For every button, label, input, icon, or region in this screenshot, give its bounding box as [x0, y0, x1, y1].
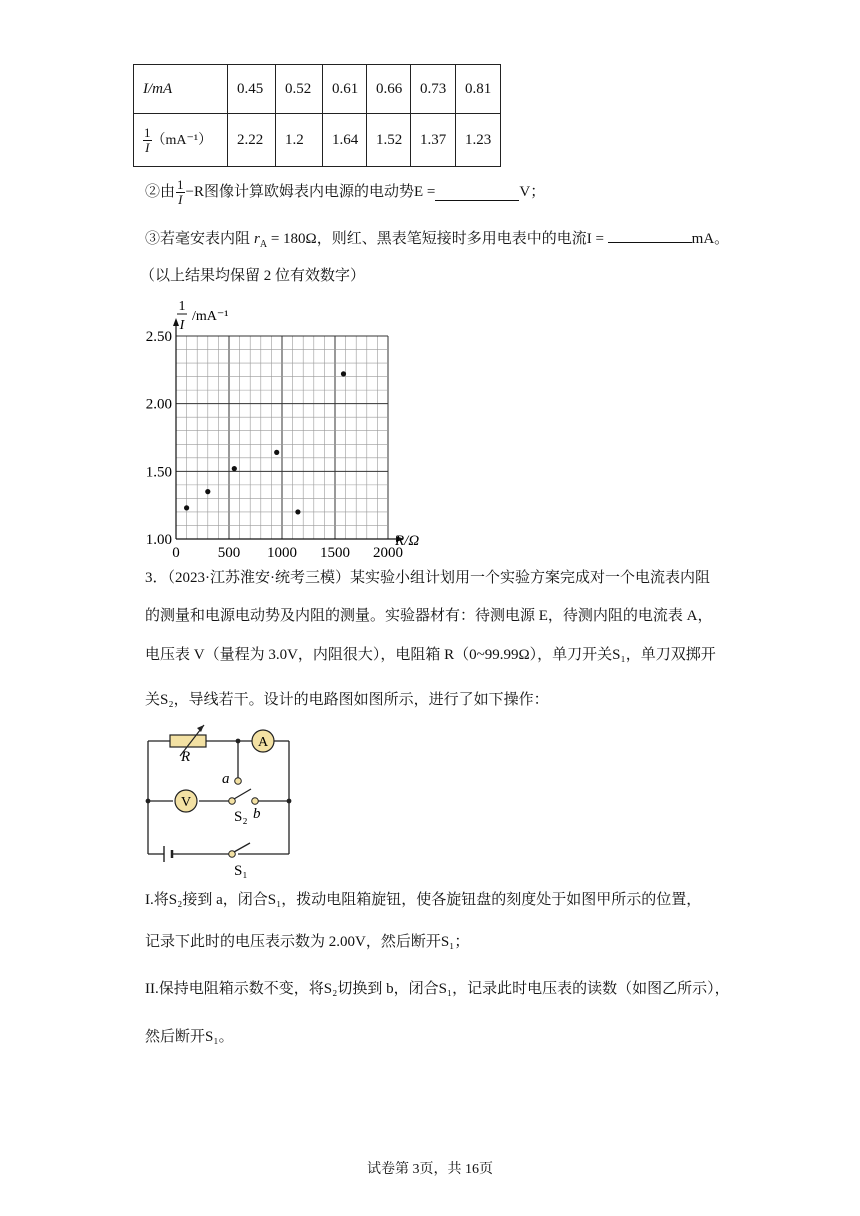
table-header-current: I/mA: [134, 65, 228, 114]
switch-s1-label: S₁: [234, 863, 248, 879]
fraction: $\frac{1}{I}$: [177, 176, 184, 207]
table-cell: 1.52: [367, 114, 411, 167]
circuit-diagram: [140, 720, 300, 880]
x-tick-label: 1000: [267, 545, 297, 561]
voltmeter-label: V: [180, 795, 192, 810]
problem3-line1: 3．（2023·江苏淮安·统考三模）某实验小组计划用一个实验方案完成对一个电流表内阻: [145, 570, 710, 586]
junction-dot: [287, 799, 292, 804]
chart-tick-labels: [146, 329, 403, 561]
data-point: [184, 505, 189, 510]
table-cell: 1.23: [456, 114, 501, 167]
data-point: [274, 450, 279, 455]
variable-arrow-head: [197, 725, 204, 732]
switch-s2-label: S₂: [234, 809, 248, 825]
table-cell: 1.64: [323, 114, 367, 167]
y-label-denominator: I: [179, 318, 185, 333]
table-row-current: [134, 65, 501, 114]
step2-line1: II.保持电阻箱示数不变，将S₂切换到 b，闭合S₁，记录此时电压表的读数（如图乙所示），: [145, 981, 730, 997]
table-header-reciprocal: $\frac{1}{I}$ （mA⁻¹）: [134, 114, 228, 167]
step1-line2: 记录下此时的电压表示数为 2.00V，然后断开S₁；: [145, 934, 470, 950]
table-cell: 0.45: [228, 65, 276, 114]
step2-line2: 然后断开S₁。: [145, 1029, 234, 1045]
y-tick-label: 2.00: [145, 396, 172, 413]
y-axis-arrow: [173, 318, 179, 326]
problem3-line3: 电压表 V（量程为 3.0V，内阻很大），电阻箱 R（0~99.99Ω），单刀开关S₁，单刀双掷开: [145, 647, 716, 663]
fraction: $\frac{1}{I}$: [144, 124, 151, 155]
resistor-label: R: [181, 749, 191, 765]
data-point: [205, 489, 210, 494]
table-cell: 2.22: [228, 114, 276, 167]
chart-grid: [173, 318, 404, 542]
data-table: [133, 64, 501, 167]
table-cell: 0.66: [367, 65, 411, 114]
table-cell: 0.73: [411, 65, 456, 114]
data-point: [295, 509, 300, 514]
contact-b-label: b: [253, 806, 261, 822]
x-tick-label: 500: [217, 545, 241, 561]
contact-a-label: a: [222, 771, 230, 787]
table-cell: 0.81: [456, 65, 501, 114]
problem3-line4: 关S₂，导线若干。设计的电路图如图所示，进行了如下操作：: [145, 692, 549, 708]
table-row-reciprocal: [134, 114, 501, 167]
ammeter-label: A: [257, 735, 269, 750]
junction-dot: [146, 799, 151, 804]
table-cell: 0.52: [276, 65, 323, 114]
x-tick-label: 0: [172, 545, 180, 561]
junction-dot: [236, 739, 241, 744]
y-label-numerator: 1: [178, 299, 186, 314]
rounding-note: （以上结果均保留 2 位有效数字）: [140, 268, 366, 284]
switch-s1-blade: [234, 843, 250, 852]
question-2: ②由 $\frac{1}{I}$ −R图像计算欧姆表内电源的电动势E = V；: [145, 176, 546, 207]
contact-a: [235, 778, 242, 785]
step1-line1: I.将S₂接到 a，闭合S₁，拨动电阻箱旋钮，使各旋钮盘的刻度处于如图甲所示的位置，: [145, 892, 702, 908]
contact-b: [252, 798, 259, 805]
y-tick-label: 2.50: [145, 329, 172, 345]
table-cell: 1.37: [411, 114, 456, 167]
y-label-unit: /mA⁻¹: [192, 309, 229, 324]
chart-points: [184, 371, 346, 514]
problem3-line2: 的测量和电源电动势及内阻的测量。实验器材有：待测电源 E，待测内阻的电流表 A，: [145, 608, 713, 624]
table-cell: 0.61: [323, 65, 367, 114]
page-footer: 试卷第 3页，共 16页: [367, 1162, 493, 1177]
y-tick-label: 1.50: [145, 464, 172, 481]
x-axis-label: R/Ω: [395, 533, 420, 549]
answer-blank-current[interactable]: [608, 228, 692, 243]
y-tick-label: 1.00: [145, 532, 172, 548]
data-point: [232, 466, 237, 471]
question-3: ③若毫安表内阻 $r_A = 180\Omega$，则红、黑表笔短接时多用电表中的电流I = mA。: [145, 228, 729, 255]
switch-s2-blade: [234, 789, 251, 799]
x-tick-label: 1500: [320, 545, 350, 561]
x-tick-label: 2000: [373, 545, 403, 561]
table-cell: 1.2: [276, 114, 323, 167]
answer-blank-emf[interactable]: [435, 184, 519, 201]
data-point: [341, 371, 346, 376]
scatter-chart: [140, 296, 450, 566]
